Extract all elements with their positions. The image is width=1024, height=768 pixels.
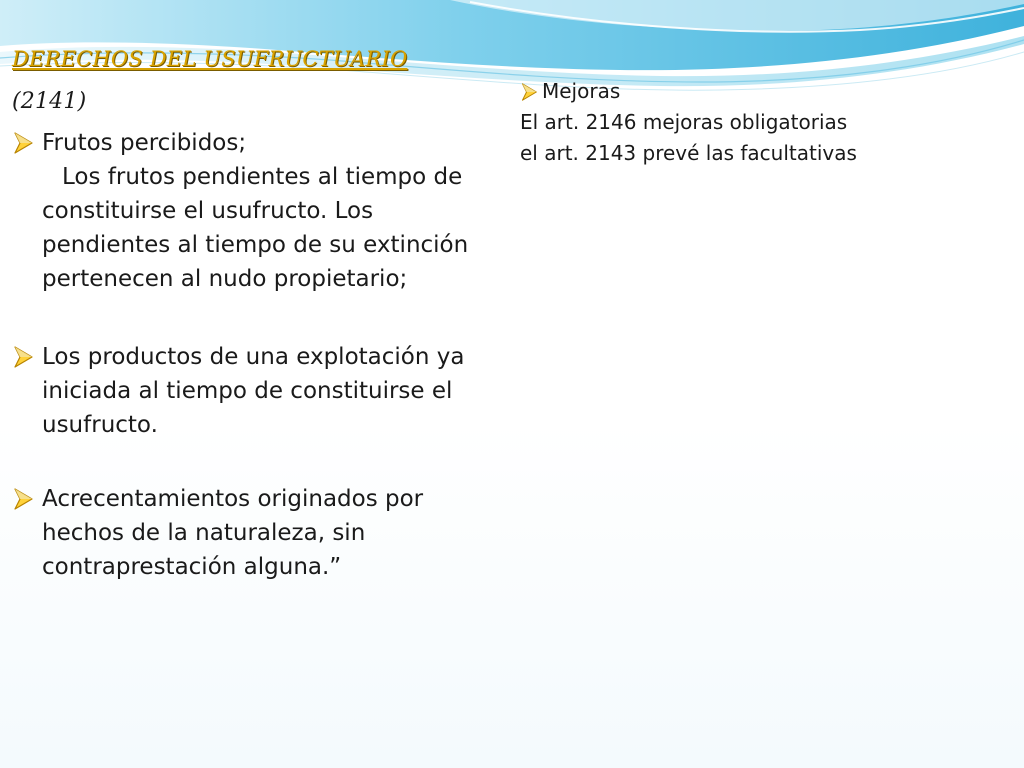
list-item bbox=[12, 126, 502, 160]
list-item bbox=[12, 340, 502, 442]
bullet-text: Frutos percibidos; bbox=[42, 130, 247, 156]
text-line: El art. 2146 mejoras obligatorias bbox=[520, 110, 848, 134]
title-main: DERECHOS DEL USUFRUCTUARIO bbox=[12, 47, 408, 71]
arrow-bullet-icon bbox=[520, 76, 542, 107]
arrow-bullet-icon bbox=[12, 482, 42, 516]
list-item bbox=[12, 482, 502, 584]
right-column bbox=[520, 76, 1000, 169]
text-line: el art. 2143 prevé las facultativas bbox=[520, 141, 857, 165]
paragraph: Los frutos pendientes al tiempo de constituirse el usufructo. Los pendientes al tiempo de su extinción pertenecen al nudo propietario; bbox=[42, 164, 469, 292]
arrow-bullet-icon bbox=[12, 126, 42, 160]
bullet-text: Los productos de una explotación ya iniciada al tiempo de constituirse el usufructo. bbox=[42, 344, 465, 438]
left-column bbox=[12, 126, 502, 584]
list-item bbox=[520, 76, 1000, 107]
arrow-bullet-icon bbox=[12, 340, 42, 374]
bullet-text: Acrecentamientos originados por hechos de la naturaleza, sin contraprestación alguna.” bbox=[42, 486, 424, 580]
slide-title bbox=[12, 44, 407, 117]
bullet-text: Mejoras bbox=[542, 79, 621, 103]
title-sub: (2141) bbox=[12, 89, 87, 114]
